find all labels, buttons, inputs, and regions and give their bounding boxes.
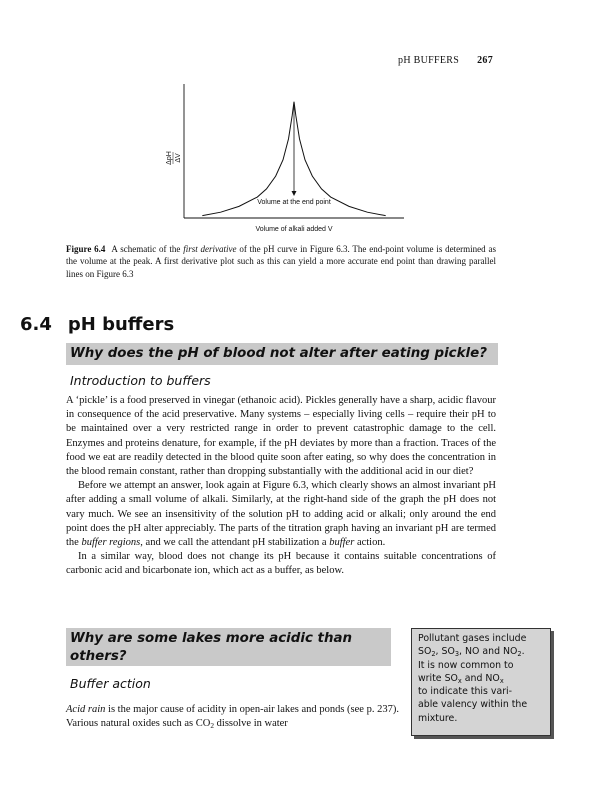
subscript: 2 xyxy=(431,650,436,659)
margin-note xyxy=(411,628,551,736)
formula: SO xyxy=(441,646,455,658)
formula: SO xyxy=(418,646,432,658)
subscript: 3 xyxy=(454,650,460,659)
paragraph-text: action. xyxy=(354,537,386,549)
section-title: pH buffers xyxy=(67,314,175,335)
end-point-arrowhead xyxy=(292,191,297,196)
subheading: Introduction to buffers xyxy=(70,373,211,388)
paragraph-text: Before we attempt an answer, look again at Figure 6.3, which clearly shows an almost invariant pH after adding a small volume of alkali. Similarly, at the right-hand side of the graph the pH does not vary much. We see an insensitivity of the solution pH to adding acid or alkali; only around the end point does the pH alter appreciably. The parts of the titration graph having an invariant pH are termed the xyxy=(66,480,496,549)
caption-emphasis: first derivative xyxy=(183,244,237,254)
paragraph-text: dissolve in water xyxy=(214,718,288,730)
note-line: to indicate this vari- xyxy=(418,686,513,698)
running-head-title: pH BUFFERS xyxy=(398,55,460,66)
paragraph: In a similar way, blood does not change its pH because it contains suitable concentrations of carbonic acid and bicarbonate ion, which act as a buffer, as below. xyxy=(66,551,496,577)
formula: NO xyxy=(465,646,480,658)
paragraph-text: is the major cause of acidity in open-air lakes and ponds (see p. 237). Various natural oxides such as CO xyxy=(66,704,399,730)
note-text: and xyxy=(482,646,501,658)
note-line: able valency within the xyxy=(418,699,528,711)
note-line: Pollutant gases include xyxy=(418,633,527,644)
body-text xyxy=(66,703,399,731)
note-line xyxy=(418,672,544,685)
question-box: Why does the pH of blood not alter after eating pickle? xyxy=(66,343,498,365)
x-axis-label: Volume of alkali added V xyxy=(255,226,333,233)
formula: NO xyxy=(485,672,500,684)
note-text: and xyxy=(464,672,483,684)
note-line: $SO_2$, $SO_3$, NO and $NO_2$. xyxy=(418,646,525,659)
subscript: x xyxy=(499,676,504,685)
question-box: Why are some lakes more acidic than others? xyxy=(66,628,391,666)
emphasis: Acid rain xyxy=(66,704,106,715)
caption-text-rest: of the pH curve in Figure 6.3. The end-point volume is determined as the volume at the peak. A first derivative plot such as this can yield a more accurate end point than drawing parallel lines on Figure 6.3 xyxy=(66,244,496,279)
body-text xyxy=(66,394,496,579)
subscript: x xyxy=(457,676,462,685)
subscript: 2 xyxy=(517,650,522,659)
paragraph-text: , and we call the attendant pH stabilization a xyxy=(140,537,330,549)
paragraph xyxy=(66,479,496,550)
formula: SO xyxy=(444,672,458,684)
figure-caption xyxy=(66,243,496,280)
emphasis: buffer regions xyxy=(81,537,141,549)
note-line: It is now common to xyxy=(418,659,514,671)
figure-label: Figure 6.4 xyxy=(66,244,106,254)
section-heading xyxy=(20,314,174,335)
page-number: 267 xyxy=(477,55,493,66)
chart-canvas xyxy=(160,82,410,242)
running-head xyxy=(398,55,493,66)
caption-text: A schematic of the xyxy=(111,244,184,254)
emphasis: buffer xyxy=(329,537,355,549)
paragraph: A ‘pickle’ is a food preserved in vinegar (ethanoic acid). Pickles generally have a sharp, acidic flavour in consequence of the acid preservative. Many systems – especially living cells – require their pH to be maintained over a very restricted range in order to prevent catastrophic damage to the cell. Enzymes and proteins denature, for example, if the pH deviates by more than a fraction. Traces of the food we eat are readily detected in the blood quite soon after eating, so why does the concentration in the blood remain constant, rather than dropping substantially with the additional acid in our diet? xyxy=(66,395,496,478)
formula: NO xyxy=(503,646,518,658)
subheading: Buffer action xyxy=(70,676,151,691)
subscript: 2 xyxy=(210,721,215,731)
derivative-chart xyxy=(160,82,410,242)
y-axis-label-denominator: ΔV xyxy=(175,153,182,163)
note-text: write xyxy=(418,672,442,684)
end-point-label: Volume at the end point xyxy=(257,199,331,206)
section-number: 6.4 xyxy=(20,314,52,335)
note-line: mixture. xyxy=(418,712,458,724)
y-axis-label-numerator: ΔpH xyxy=(166,151,173,165)
